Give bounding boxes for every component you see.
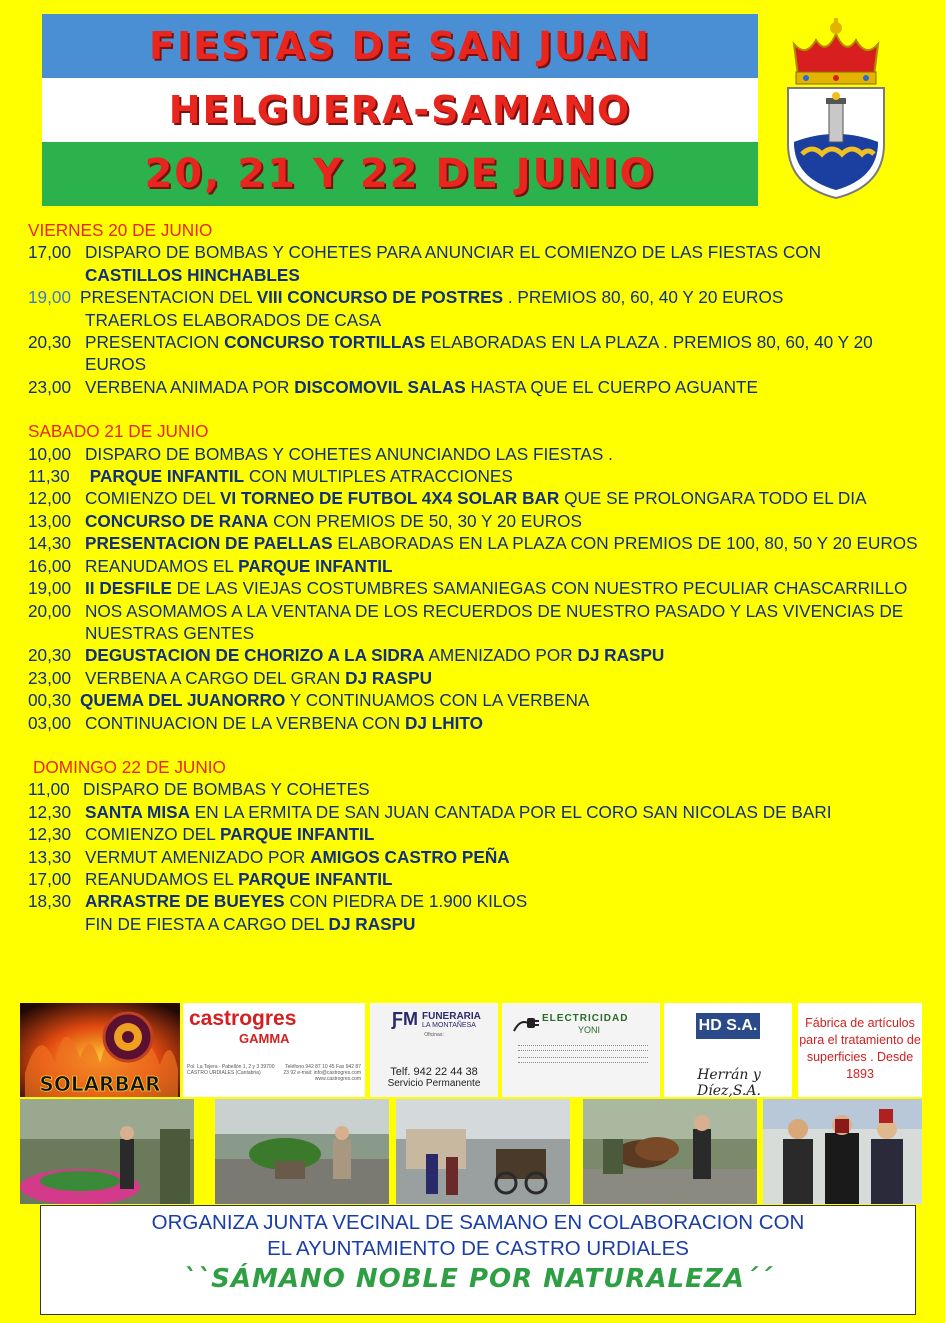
event-row xyxy=(28,823,918,845)
event-highlight: PARQUE INFANTIL xyxy=(238,868,393,889)
event-text-part: CONTINUACION DE LA VERBENA CON xyxy=(85,712,405,733)
herran-diez-name: Herrán y Díez,S.A. xyxy=(697,1067,761,1097)
event-row xyxy=(28,465,918,487)
event-row xyxy=(28,689,918,711)
event-time: 11,00 xyxy=(28,779,70,800)
event-text-part: AMENIZADO POR xyxy=(424,645,578,666)
event-highlight: DJ LHITO xyxy=(404,712,483,733)
event-row xyxy=(28,667,918,689)
sponsor-electricidad xyxy=(502,1003,660,1097)
event-time: 00,30 xyxy=(28,690,72,711)
event-text xyxy=(80,689,918,711)
event-row xyxy=(28,241,918,286)
event-text-part: PRESENTACION DEL xyxy=(80,287,257,308)
coat-of-arms-icon xyxy=(776,14,896,206)
funeraria-phone: Telf. 942 22 44 38 xyxy=(390,1066,478,1078)
event-row xyxy=(28,555,918,577)
electricidad-detail-lines xyxy=(518,1057,648,1063)
event-highlight: CONCURSO TORTILLAS xyxy=(224,332,426,353)
event-text-part: EN LA ERMITA DE SAN JUAN CANTADA POR EL CORO SAN NICOLAS DE BARI xyxy=(190,801,832,822)
village-motto: ``SÁMANO NOBLE POR NATURALEZA´´ xyxy=(183,1264,773,1294)
day-heading-sunday: DOMINGO 22 DE JUNIO xyxy=(33,756,226,777)
day-heading-saturday: SABADO 21 DE JUNIO xyxy=(28,421,209,442)
sponsor-fabrica-text: Fábrica de artículos para el tratamiento de superficies . Desde 1893 xyxy=(798,1003,922,1097)
event-row xyxy=(28,644,918,666)
plug-icon xyxy=(510,1009,540,1039)
event-text xyxy=(85,532,918,554)
event-text xyxy=(85,555,918,577)
event-text xyxy=(85,487,918,509)
funeraria-logo-icon: ƑM xyxy=(392,1009,418,1029)
funeraria-service: Servicio Permanente xyxy=(387,1078,481,1089)
organizer-footer xyxy=(40,1205,916,1315)
event-row xyxy=(28,532,918,554)
solarbar-logo-icon xyxy=(20,1003,180,1097)
event-row xyxy=(28,510,918,532)
event-text: DISPARO DE BOMBAS Y COHETES xyxy=(83,779,370,800)
banner-band-blue xyxy=(42,14,758,78)
banner-band-green xyxy=(42,142,758,206)
hd-logo: HD S.A. xyxy=(696,1013,760,1039)
event-highlight: ARRASTRE DE BUEYES xyxy=(85,891,285,912)
event-highlight: VI TORNEO DE FUTBOL 4X4 SOLAR BAR xyxy=(219,488,560,509)
event-text xyxy=(85,510,918,532)
event-text-part: VERBENA ANIMADA POR xyxy=(85,376,295,397)
festival-title: FIESTAS DE SAN JUAN xyxy=(149,24,651,68)
event-time: 19,00 xyxy=(28,578,72,599)
festival-place: HELGUERA-SAMANO xyxy=(168,88,632,132)
event-highlight: PARQUE INFANTIL xyxy=(89,466,245,487)
event-highlight: II DESFILE xyxy=(85,578,172,599)
castrogres-sub: GAMMA xyxy=(239,1031,290,1046)
funeraria-name: LA MONTAÑESA xyxy=(422,1021,476,1029)
event-row xyxy=(28,577,918,599)
sponsor-strip xyxy=(20,1003,922,1097)
event-time: 10,00 xyxy=(28,443,72,464)
event-text: NOS ASOMAMOS A LA VENTANA DE LOS RECUERDOS DE NUESTRO PASADO Y LAS VIVENCIAS DE NUESTRAS GENTES xyxy=(85,600,904,643)
event-row xyxy=(28,376,918,398)
event-text-part: VERMUT AMENIZADO POR xyxy=(85,846,311,867)
event-text-part: QUE SE PROLONGARA TODO EL DIA xyxy=(559,488,867,509)
banner-band-white xyxy=(42,78,758,142)
castrogres-contact: Teléfono 942 87 10 45 Fax 942 87 23 92 e-mail: info@castrogres.com www.castrogres.com xyxy=(283,1064,361,1082)
event-text xyxy=(85,712,918,734)
header-banner xyxy=(42,14,758,206)
event-row xyxy=(28,331,918,376)
event-highlight: PARQUE INFANTIL xyxy=(219,824,375,845)
event-text-part: FIN DE FIESTA A CARGO DEL xyxy=(85,913,329,934)
event-text-part: REANUDAMOS EL xyxy=(85,868,239,889)
event-text xyxy=(85,465,918,487)
event-time: 17,00 xyxy=(28,242,72,263)
event-highlight: DJ RASPU xyxy=(577,645,665,666)
sponsor-funeraria xyxy=(370,1003,498,1097)
event-text-part: CON MULTIPLES ATRACCIONES xyxy=(244,466,513,487)
event-text-part: TRAERLOS ELABORADOS DE CASA xyxy=(85,309,382,330)
event-highlight: DEGUSTACION DE CHORIZO A LA SIDRA xyxy=(85,645,425,666)
event-text xyxy=(85,331,918,376)
event-text xyxy=(85,241,918,286)
event-highlight: VIII CONCURSO DE POSTRES xyxy=(256,287,504,308)
event-text-part: HASTA QUE EL CUERPO AGUANTE xyxy=(465,376,759,397)
funeraria-offices: Oficinas: xyxy=(424,1032,444,1038)
event-highlight: DJ RASPU xyxy=(345,667,433,688)
event-highlight: DJ RASPU xyxy=(328,913,416,934)
photo-flower-cart-icon xyxy=(20,1099,194,1204)
event-text xyxy=(85,667,918,689)
sponsor-solarbar xyxy=(20,1003,180,1097)
event-row xyxy=(28,286,918,331)
event-text xyxy=(85,890,918,912)
event-time: 23,00 xyxy=(28,376,72,397)
event-time: 20,00 xyxy=(28,600,72,621)
event-text xyxy=(85,913,918,935)
event-highlight: QUEMA DEL JUANORRO xyxy=(80,690,286,711)
event-text xyxy=(85,376,918,398)
event-text-part: COMIENZO DEL xyxy=(85,824,220,845)
event-highlight: DISCOMOVIL SALAS xyxy=(294,376,466,397)
day-heading-friday: VIERNES 20 DE JUNIO xyxy=(28,220,213,240)
festival-dates: 20, 21 Y 22 DE JUNIO xyxy=(144,151,656,197)
event-text-part: ELABORADAS EN LA PLAZA CON PREMIOS DE 100, 80, 50 Y 20 EUROS xyxy=(332,533,918,554)
event-text xyxy=(85,577,918,599)
event-text xyxy=(80,286,918,331)
photo-carriage-icon xyxy=(396,1099,570,1204)
event-time: 12,30 xyxy=(28,801,72,822)
electricidad-title: ELECTRICIDAD xyxy=(542,1013,629,1024)
event-highlight: CONCURSO DE RANA xyxy=(85,510,269,531)
event-highlight: SANTA MISA xyxy=(85,801,191,822)
event-text-part: CON PREMIOS DE 50, 30 Y 20 EUROS xyxy=(268,510,582,531)
event-row xyxy=(28,890,918,912)
event-row xyxy=(28,443,918,465)
event-time: 19,00 xyxy=(28,287,72,308)
event-row xyxy=(28,600,918,645)
event-time: 18,30 xyxy=(28,891,72,912)
organizer-line-1: ORGANIZA JUNTA VECINAL DE SAMANO EN COLABORACION CON xyxy=(151,1211,805,1234)
event-time xyxy=(28,913,85,935)
event-time: 11,30 xyxy=(28,466,70,487)
photo-donkey-parade-icon xyxy=(215,1099,389,1204)
event-time: 16,00 xyxy=(28,555,72,576)
event-text xyxy=(85,644,918,666)
event-time: 13,00 xyxy=(28,510,72,531)
event-text xyxy=(85,846,918,868)
castrogres-address: Pol. La Tejera - Pabellón 1, 2 y 3 39700 CASTRO URDIALES (Cantabria) xyxy=(187,1064,275,1076)
event-highlight: CASTILLOS HINCHABLES xyxy=(85,264,300,285)
event-text xyxy=(85,868,918,890)
electricidad-name: YONI xyxy=(578,1025,601,1035)
event-time: 14,30 xyxy=(28,533,72,554)
funeraria-title: FUNERARIA xyxy=(422,1010,481,1022)
program xyxy=(28,219,918,935)
photo-strip xyxy=(20,1099,922,1204)
event-time: 23,00 xyxy=(28,667,72,688)
event-text-part: PRESENTACION xyxy=(85,332,225,353)
event-row xyxy=(28,846,918,868)
event-text xyxy=(85,801,918,823)
event-row xyxy=(28,712,918,734)
event-text-part: DE LAS VIEJAS COSTUMBRES SAMANIEGAS CON NUESTRO PECULIAR CHASCARRILLO xyxy=(171,578,908,599)
event-row xyxy=(28,801,918,823)
event-text-part: COMIENZO DEL xyxy=(85,488,220,509)
castrogres-name: castrogres xyxy=(189,1007,297,1030)
organizer-line-2: EL AYUNTAMIENTO DE CASTRO URDIALES xyxy=(267,1237,689,1260)
event-text xyxy=(85,823,918,845)
event-text-part: DISPARO DE BOMBAS Y COHETES PARA ANUNCIAR EL COMIENZO DE LAS FIESTAS CON xyxy=(85,242,822,263)
event-text-part: Y CONTINUAMOS CON LA VERBENA xyxy=(285,690,590,711)
sponsor-castrogres xyxy=(183,1003,365,1097)
event-time: 12,30 xyxy=(28,824,72,845)
electricidad-detail-lines xyxy=(518,1045,648,1051)
event-text-part: . PREMIOS 80, 60, 40 Y 20 EUROS xyxy=(503,287,784,308)
solarbar-name: SOLARBAR xyxy=(39,1072,161,1096)
photo-mass-icon xyxy=(763,1099,922,1204)
event-time: 17,00 xyxy=(28,868,72,889)
event-row xyxy=(28,913,918,935)
event-row xyxy=(28,868,918,890)
event-text-part: CON PIEDRA DE 1.900 KILOS xyxy=(284,891,528,912)
event-time: 13,30 xyxy=(28,846,72,867)
event-time: 12,00 xyxy=(28,488,72,509)
event-highlight: AMIGOS CASTRO PEÑA xyxy=(310,846,510,867)
event-text: DISPARO DE BOMBAS Y COHETES ANUNCIANDO LAS FIESTAS . xyxy=(85,443,613,464)
event-row xyxy=(28,778,918,800)
event-text-part: REANUDAMOS EL xyxy=(85,555,239,576)
event-text-part: VERBENA A CARGO DEL GRAN xyxy=(85,667,346,688)
event-time: 03,00 xyxy=(28,712,72,733)
event-time: 20,30 xyxy=(28,332,72,353)
event-row xyxy=(28,487,918,509)
event-time: 20,30 xyxy=(28,645,72,666)
event-highlight: PARQUE INFANTIL xyxy=(238,555,393,576)
event-highlight: PRESENTACION DE PAELLAS xyxy=(85,533,333,554)
event-text-part: ELABORADAS EN LA PLAZA . PREMIOS 80, 60, 40 Y 20 EUROS xyxy=(85,332,873,375)
sponsor-herran-diez xyxy=(664,1003,792,1097)
photo-oxen-icon xyxy=(583,1099,757,1204)
